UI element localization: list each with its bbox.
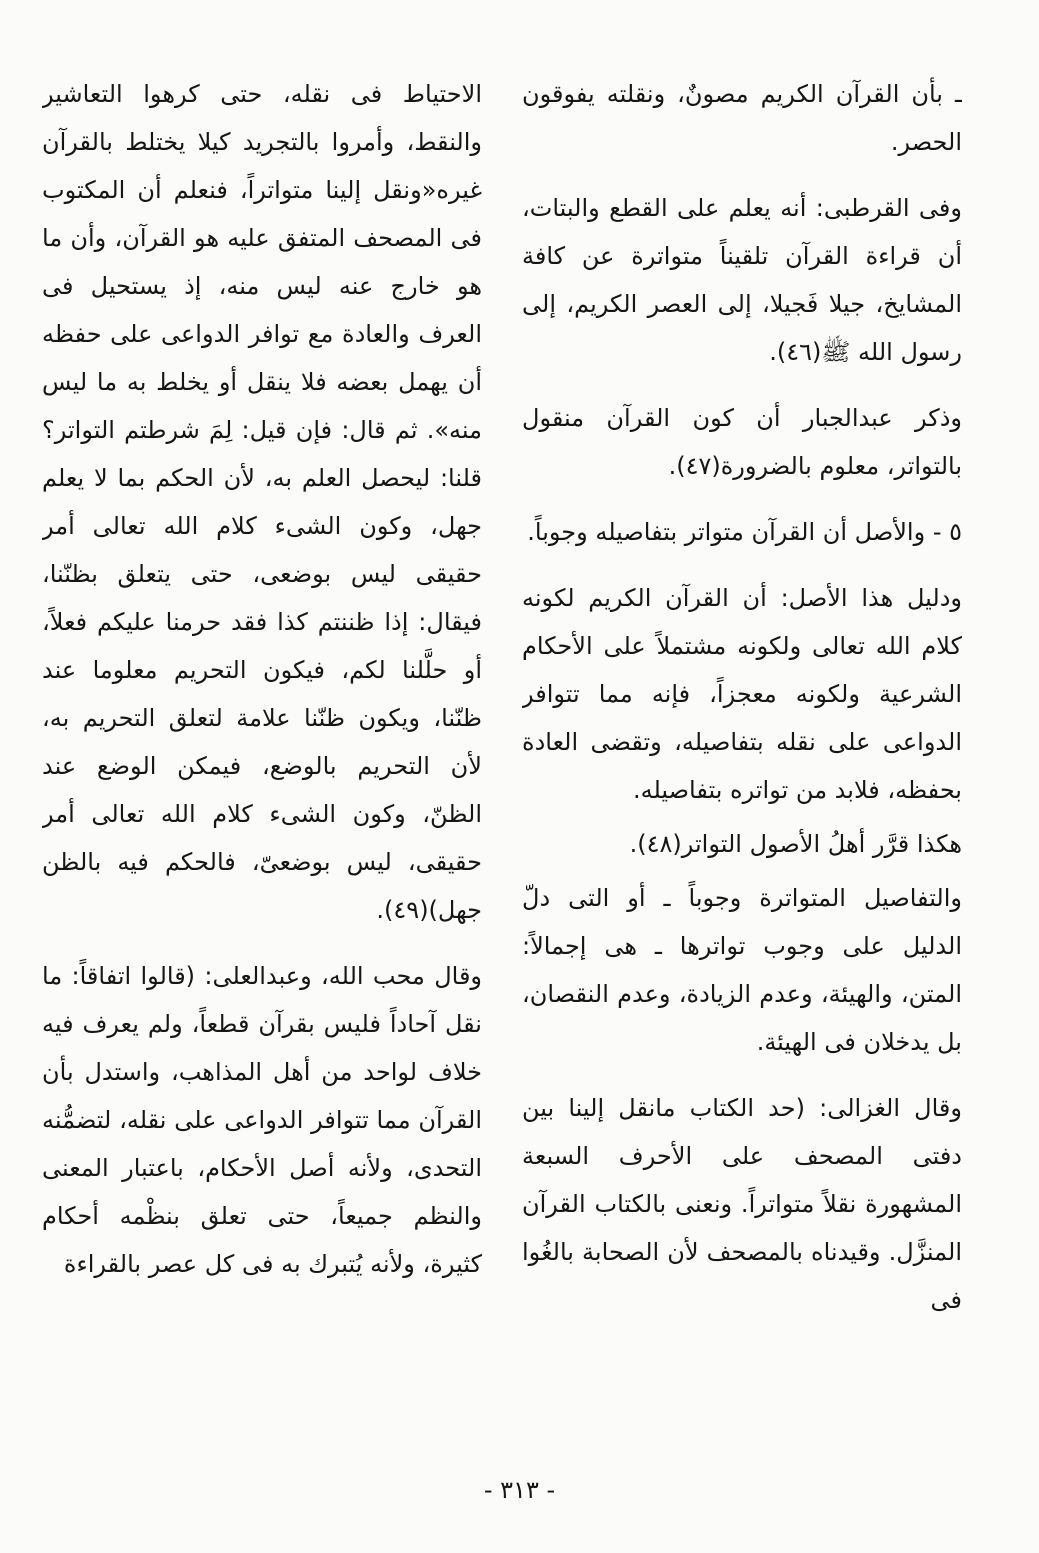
paragraph: وفى القرطبى: أنه يعلم على القطع والبتات، أن قراءة القرآن تلقيناً متواترة عن كافة المشايخ، جيلا فَجيلا، إلى العصر الكريم، إلى رسول الله ﷺ(٤٦). (522, 194, 962, 366)
paragraph: وقال الغزالى: (حد الكتاب مانقل إلينا بين دفتى المصحف على الأحرف السبعة المشهورة نقلاً متواتراً. ونعنى بالكتاب القرآن المنزَّل. وقيدناه بالمصحف لأن الصحابة بالغُوا فى (522, 1094, 962, 1314)
paragraph: ـ بأن القرآن الكريم مصونٌ، ونقلته يفوقون الحصر. (522, 80, 962, 156)
paragraph: الاحتياط فى نقله، حتى كرهوا التعاشير والنقط، وأمروا بالتجريد كيلا يختلط بالقرآن غيره«ونقل إلينا متواتراً، فنعلم أن المكتوب فى المصحف المتفق عليه هو القرآن، وأن ما هو خارج عنه ليس منه، إذ يستحيل فى العرف والعادة مع توافر الدواعى على حفظه أن يهمل بعضه فلا ينقل أو يخلط به ما ليس منه». ثم قال: فإن قيل: لِمَ شرطتم التواتر؟ قلنا: ليحصل العلم به، لأن الحكم بما لا يعلم جهل، وكون الشىء كلام الله تعالى أمر حقيقى ليس بوضعى، حتى يتعلق بظنّنا، فيقال: إذا ظننتم كذا فقد حرمنا عليكم فعلاً، أو حلَّلنا لكم، فيكون التحريم معلوما عند ظنّنا، ويكون ظنّنا علامة لتعلق التحريم به، لأن التحريم بالوضع، فيمكن الوضع عند الظنّ، وكون الشىء كلام الله تعالى أمر حقيقى، ليس بوضعىّ، فالحكم فيه بالظن جهل)(٤٩). (42, 80, 482, 924)
page-number: - ٣١٣ - (483, 1476, 556, 1504)
paragraph: هكذا قرَّر أهلُ الأصول التواتر(٤٨). (629, 830, 962, 858)
left-text-column (42, 70, 482, 1430)
paragraph: وقال محب الله، وعبدالعلى: (قالوا اتفاقاً: ما نقل آحاداً فليس بقرآن قطعاً، ولم يعرف فيه خلاف لواحد من أهل المذاهب، واستدل بأن القرآن مما تتوافر الدواعى على نقله، لتضمُّنه التحدى، ولأنه أصل الأحكام، باعتبار المعنى والنظم جميعاً، حتى تعلق بنظْمه أحكام كثيرة، ولأنه يُتبرك به فى كل عصر بالقراءة (42, 962, 482, 1278)
paragraph: ٥ - والأصل أن القرآن متواتر بتفاصيله وجوباً. (527, 518, 962, 546)
paragraph: ودليل هذا الأصل: أن القرآن الكريم لكونه كلام الله تعالى ولكونه مشتملاً على الأحكام الشرعية ولكونه معجزاً، فإنه مما تتوافر الدواعى على نقله بتفاصيله، وتقضى العادة بحفظه، فلابد من تواتره بتفاصيله. (522, 584, 962, 804)
paragraph: وذكر عبدالجبار أن كون القرآن منقول بالتواتر، معلوم بالضرورة(٤٧). (522, 404, 962, 480)
paragraph: والتفاصيل المتواترة وجوباً ـ أو التى دلّ الدليل على وجوب تواترها ـ هى إجمالاً: المتن، والهيئة، وعدم الزيادة، وعدم النقصان، بل يدخلان فى الهيئة. (522, 884, 962, 1056)
right-text-column (522, 70, 962, 1430)
